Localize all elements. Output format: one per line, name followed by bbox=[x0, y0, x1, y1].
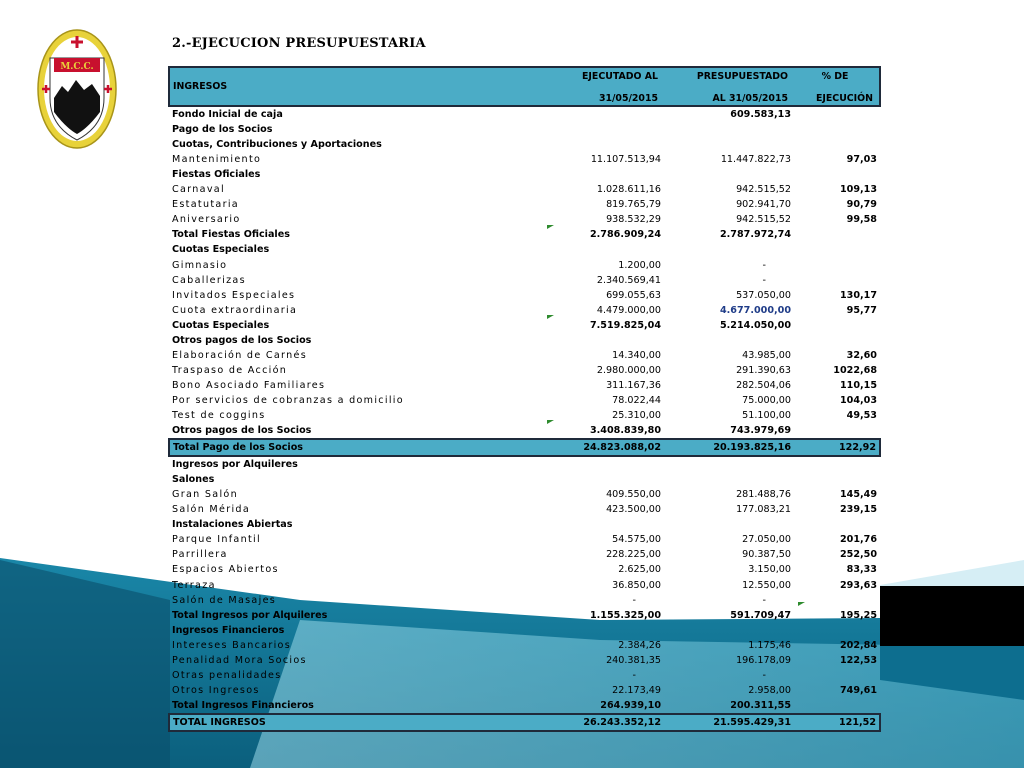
row-presupuestado: 12.550,00 bbox=[742, 579, 791, 591]
row-presupuestado: 902.941,70 bbox=[736, 199, 791, 211]
logo-text: M.C.C. bbox=[60, 62, 94, 72]
row-ejecutado: 819.765,79 bbox=[606, 199, 661, 211]
row-label: Caballerizas bbox=[172, 274, 246, 286]
row-pct: 201,76 bbox=[839, 534, 877, 546]
row-presupuestado: - bbox=[762, 669, 766, 681]
row-ejecutado: 14.340,00 bbox=[612, 349, 661, 361]
row-pct: 195,25 bbox=[839, 609, 877, 621]
row-label: Total Ingresos Financieros bbox=[172, 699, 314, 711]
row-pct: 32,60 bbox=[846, 349, 877, 361]
row-ejecutado: 409.550,00 bbox=[606, 489, 661, 501]
row-ejecutado: 24.823.088,02 bbox=[549, 439, 664, 456]
comment-flag bbox=[547, 225, 554, 229]
row-pct: 121,52 bbox=[794, 714, 880, 731]
row-pct: 122,53 bbox=[839, 654, 877, 666]
row-ejecutado bbox=[549, 106, 664, 122]
row-label: Otros pagos de los Socios bbox=[172, 425, 312, 437]
row-label: Bono Asociado Familiares bbox=[172, 379, 326, 391]
row-presupuestado: 942.515,52 bbox=[736, 184, 791, 196]
row-pct bbox=[794, 137, 880, 152]
page-title: 2.-EJECUCION PRESUPUESTARIA bbox=[172, 36, 426, 51]
table-row bbox=[169, 288, 880, 303]
table-row bbox=[169, 653, 880, 668]
table-row bbox=[169, 318, 880, 333]
row-label: Traspaso de Acción bbox=[172, 364, 288, 376]
row-label: Instalaciones Abiertas bbox=[172, 519, 293, 531]
row-pct: 749,61 bbox=[839, 684, 877, 696]
row-presupuestado: 537.050,00 bbox=[736, 289, 791, 301]
row-label: TOTAL INGRESOS bbox=[169, 714, 549, 731]
row-pct: 239,15 bbox=[839, 504, 877, 516]
row-pct: 122,92 bbox=[794, 439, 880, 456]
row-pct bbox=[794, 517, 880, 532]
club-crest-logo bbox=[36, 28, 118, 150]
row-pct bbox=[794, 242, 880, 257]
row-ejecutado bbox=[549, 456, 664, 472]
row-ejecutado: 25.310,00 bbox=[612, 410, 661, 421]
table-row bbox=[169, 698, 880, 714]
row-label: Intereses Bancarios bbox=[172, 639, 292, 651]
row-label: Invitados Especiales bbox=[172, 289, 296, 301]
row-presupuestado: 90.387,50 bbox=[742, 549, 791, 561]
row-label: Ingresos por Alquileres bbox=[172, 459, 298, 471]
row-presupuestado: 5.214.050,00 bbox=[719, 319, 791, 331]
row-presupuestado bbox=[664, 137, 794, 152]
row-pct: 83,33 bbox=[846, 564, 877, 576]
table-row bbox=[169, 623, 880, 638]
row-label: Terraza bbox=[172, 579, 216, 591]
row-ejecutado: 2.786.909,24 bbox=[589, 229, 661, 241]
row-presupuestado: 1.175,46 bbox=[748, 639, 791, 651]
row-pct bbox=[794, 273, 880, 288]
table-row bbox=[169, 502, 880, 517]
row-label: Otros pagos de los Socios bbox=[172, 334, 312, 346]
row-label: Mantenimiento bbox=[172, 154, 262, 166]
row-ejecutado bbox=[549, 137, 664, 152]
row-ejecutado: 36.850,00 bbox=[612, 579, 661, 591]
row-ejecutado: 78.022,44 bbox=[612, 394, 661, 406]
table-row bbox=[169, 152, 880, 167]
row-pct bbox=[794, 472, 880, 487]
table-row bbox=[169, 408, 880, 423]
row-presupuestado: 43.985,00 bbox=[742, 349, 791, 361]
table-row bbox=[169, 242, 880, 257]
table-row bbox=[169, 638, 880, 653]
table-row bbox=[169, 668, 880, 683]
row-label: Otros Ingresos bbox=[172, 684, 260, 696]
row-pct: 1022,68 bbox=[833, 364, 877, 376]
header-ejecutado-line1: EJECUTADO AL bbox=[549, 67, 664, 83]
row-presupuestado: 200.311,55 bbox=[730, 699, 791, 711]
row-pct: 97,03 bbox=[846, 154, 877, 166]
table-row bbox=[169, 456, 880, 472]
row-ejecutado: 1.028.611,16 bbox=[596, 184, 661, 196]
comment-flag bbox=[547, 420, 554, 424]
row-presupuestado: 20.193.825,16 bbox=[664, 439, 794, 456]
table-row bbox=[169, 472, 880, 487]
row-label: Total Fiestas Oficiales bbox=[172, 229, 290, 241]
table-row bbox=[169, 333, 880, 348]
row-presupuestado: 609.583,13 bbox=[730, 109, 791, 121]
table-row bbox=[169, 593, 880, 608]
row-pct bbox=[794, 623, 880, 638]
row-presupuestado: 3.150,00 bbox=[748, 564, 791, 576]
row-label: Carnaval bbox=[172, 184, 225, 196]
row-label: Espacios Abiertos bbox=[172, 564, 279, 576]
row-label: Por servicios de cobranzas a domicilio bbox=[172, 394, 404, 406]
row-presupuestado: 196.178,09 bbox=[736, 654, 791, 666]
row-ejecutado bbox=[549, 167, 664, 182]
row-presupuestado: 4.677.000,00 bbox=[719, 304, 791, 316]
header-ejecutado-line2: 31/05/2015 bbox=[549, 83, 664, 106]
table-row bbox=[169, 197, 880, 212]
row-pct: 109,13 bbox=[839, 184, 877, 196]
row-ejecutado bbox=[549, 623, 664, 638]
row-pct: 90,79 bbox=[846, 199, 877, 211]
row-label: Cuotas Especiales bbox=[172, 244, 270, 256]
row-ejecutado: 3.408.839,80 bbox=[589, 425, 661, 437]
total-row bbox=[169, 439, 880, 456]
row-pct: 293,63 bbox=[839, 579, 877, 591]
row-label: Cuotas, Contribuciones y Aportaciones bbox=[172, 139, 382, 151]
row-pct bbox=[794, 668, 880, 683]
row-ejecutado bbox=[549, 472, 664, 487]
row-pct bbox=[794, 423, 880, 439]
row-label: Cuotas Especiales bbox=[172, 319, 270, 331]
row-label: Estatutaria bbox=[172, 199, 239, 211]
table-row bbox=[169, 212, 880, 227]
row-ejecutado: 11.107.513,94 bbox=[590, 154, 661, 166]
row-presupuestado bbox=[664, 623, 794, 638]
table-row bbox=[169, 393, 880, 408]
row-ejecutado: 2.625,00 bbox=[618, 564, 661, 576]
row-ejecutado: 264.939,10 bbox=[600, 699, 661, 711]
row-ejecutado: 423.500,00 bbox=[606, 504, 661, 516]
row-ejecutado: 2.384,26 bbox=[618, 639, 661, 651]
row-label: Pago de los Socios bbox=[172, 124, 273, 136]
row-presupuestado: 177.083,21 bbox=[736, 504, 791, 516]
table-row bbox=[169, 258, 880, 273]
row-pct bbox=[794, 167, 880, 182]
row-pct bbox=[794, 106, 880, 122]
row-ejecutado: - bbox=[632, 669, 636, 681]
row-label: Penalidad Mora Socios bbox=[172, 654, 307, 666]
table-row bbox=[169, 487, 880, 502]
row-label: Parrillera bbox=[172, 549, 228, 561]
table-row bbox=[169, 122, 880, 137]
table-row bbox=[169, 363, 880, 378]
row-pct: 99,58 bbox=[846, 214, 877, 226]
row-ejecutado: 1.155.325,00 bbox=[589, 609, 661, 621]
row-presupuestado: 591.709,47 bbox=[730, 609, 791, 621]
row-label: Salón de Masajes bbox=[172, 594, 277, 606]
table-row bbox=[169, 167, 880, 182]
row-pct: 202,84 bbox=[839, 639, 877, 651]
row-label: Test de coggins bbox=[172, 410, 266, 421]
table-row bbox=[169, 683, 880, 698]
row-ejecutado bbox=[549, 122, 664, 137]
header-presupuestado-line1: PRESUPUESTADO bbox=[664, 67, 794, 83]
table-header-row-1 bbox=[169, 67, 880, 83]
row-pct: 252,50 bbox=[839, 549, 877, 561]
row-pct bbox=[794, 333, 880, 348]
row-presupuestado bbox=[664, 122, 794, 137]
row-pct bbox=[794, 593, 880, 608]
row-label: Fondo Inicial de caja bbox=[172, 109, 283, 121]
black-band bbox=[880, 586, 1024, 646]
row-presupuestado: 75.000,00 bbox=[742, 394, 791, 406]
row-presupuestado: 281.488,76 bbox=[736, 489, 791, 501]
row-presupuestado: - bbox=[762, 259, 766, 271]
row-ejecutado: - bbox=[632, 594, 636, 606]
row-pct: 104,03 bbox=[839, 394, 877, 406]
row-label: Gimnasio bbox=[172, 259, 228, 271]
row-label: Elaboración de Carnés bbox=[172, 349, 308, 361]
header-pct-line1: % DE bbox=[794, 67, 880, 83]
row-pct bbox=[794, 227, 880, 242]
row-presupuestado: 11.447.822,73 bbox=[720, 154, 791, 166]
row-presupuestado: 21.595.429,31 bbox=[664, 714, 794, 731]
income-table bbox=[168, 66, 881, 732]
row-presupuestado: 291.390,63 bbox=[736, 364, 791, 376]
row-pct bbox=[794, 122, 880, 137]
row-pct: 145,49 bbox=[839, 489, 877, 501]
row-ejecutado: 699.055,63 bbox=[606, 289, 661, 301]
row-label: Salones bbox=[172, 474, 215, 486]
table-row bbox=[169, 547, 880, 562]
row-ejecutado: 2.340.569,41 bbox=[596, 274, 661, 286]
table-row bbox=[169, 562, 880, 577]
row-presupuestado bbox=[664, 472, 794, 487]
row-pct: 95,77 bbox=[846, 304, 877, 316]
row-ejecutado: 228.225,00 bbox=[606, 549, 661, 561]
row-presupuestado: 2.958,00 bbox=[748, 684, 791, 696]
row-label: Parque Infantil bbox=[172, 534, 261, 546]
row-presupuestado: 2.787.972,74 bbox=[719, 229, 791, 241]
row-label: Cuota extraordinaria bbox=[172, 304, 298, 316]
row-ejecutado bbox=[549, 517, 664, 532]
row-presupuestado bbox=[664, 242, 794, 257]
row-ejecutado bbox=[549, 333, 664, 348]
table-row bbox=[169, 227, 880, 242]
table-row bbox=[169, 578, 880, 593]
row-label: Aniversario bbox=[172, 214, 241, 226]
row-ejecutado: 1.200,00 bbox=[618, 259, 661, 271]
row-presupuestado bbox=[664, 167, 794, 182]
row-pct bbox=[794, 698, 880, 714]
row-pct: 110,15 bbox=[839, 379, 877, 391]
row-label: Otras penalidades bbox=[172, 669, 282, 681]
row-label: Ingresos Financieros bbox=[172, 624, 285, 636]
row-presupuestado bbox=[664, 517, 794, 532]
table-row bbox=[169, 532, 880, 547]
table-row bbox=[169, 182, 880, 197]
row-presupuestado bbox=[664, 333, 794, 348]
table-row bbox=[169, 106, 880, 122]
row-ejecutado: 4.479.000,00 bbox=[596, 304, 661, 316]
budget-table bbox=[168, 66, 879, 732]
row-pct bbox=[794, 258, 880, 273]
row-ejecutado: 22.173,49 bbox=[612, 684, 661, 696]
row-presupuestado bbox=[664, 456, 794, 472]
row-presupuestado: 51.100,00 bbox=[742, 410, 791, 421]
row-ejecutado: 938.532,29 bbox=[606, 214, 661, 226]
row-label: Fiestas Oficiales bbox=[172, 169, 261, 181]
table-row bbox=[169, 378, 880, 393]
row-ejecutado: 311.167,36 bbox=[606, 379, 661, 391]
row-pct bbox=[794, 318, 880, 333]
row-ejecutado: 2.980.000,00 bbox=[596, 364, 661, 376]
comment-flag bbox=[547, 315, 554, 319]
row-presupuestado: - bbox=[762, 274, 766, 286]
header-pct-line2: EJECUCIÓN bbox=[794, 83, 880, 106]
row-ejecutado: 240.381,35 bbox=[606, 654, 661, 666]
row-ejecutado: 26.243.352,12 bbox=[549, 714, 664, 731]
row-pct: 49,53 bbox=[846, 410, 877, 421]
row-ejecutado: 7.519.825,04 bbox=[589, 319, 661, 331]
row-label: Total Ingresos por Alquileres bbox=[172, 609, 328, 621]
row-label: Total Pago de los Socios bbox=[169, 439, 549, 456]
comment-flag bbox=[798, 602, 805, 606]
row-presupuestado: - bbox=[762, 594, 766, 606]
row-pct: 130,17 bbox=[839, 289, 877, 301]
table-row bbox=[169, 348, 880, 363]
row-pct bbox=[794, 456, 880, 472]
table-row bbox=[169, 273, 880, 288]
row-label: Salón Mérida bbox=[172, 504, 250, 516]
row-label: Gran Salón bbox=[172, 489, 238, 501]
table-row bbox=[169, 303, 880, 318]
table-row bbox=[169, 423, 880, 439]
table-row bbox=[169, 137, 880, 152]
row-ejecutado bbox=[549, 242, 664, 257]
row-presupuestado: 743.979,69 bbox=[730, 425, 791, 437]
row-presupuestado: 27.050,00 bbox=[742, 534, 791, 546]
row-ejecutado: 54.575,00 bbox=[612, 534, 661, 546]
row-presupuestado: 282.504,06 bbox=[736, 379, 791, 391]
table-row bbox=[169, 608, 880, 623]
header-presupuestado-line2: AL 31/05/2015 bbox=[664, 83, 794, 106]
table-row bbox=[169, 517, 880, 532]
row-presupuestado: 942.515,52 bbox=[736, 214, 791, 226]
total-row bbox=[169, 714, 880, 731]
header-ingresos: INGRESOS bbox=[169, 67, 549, 106]
